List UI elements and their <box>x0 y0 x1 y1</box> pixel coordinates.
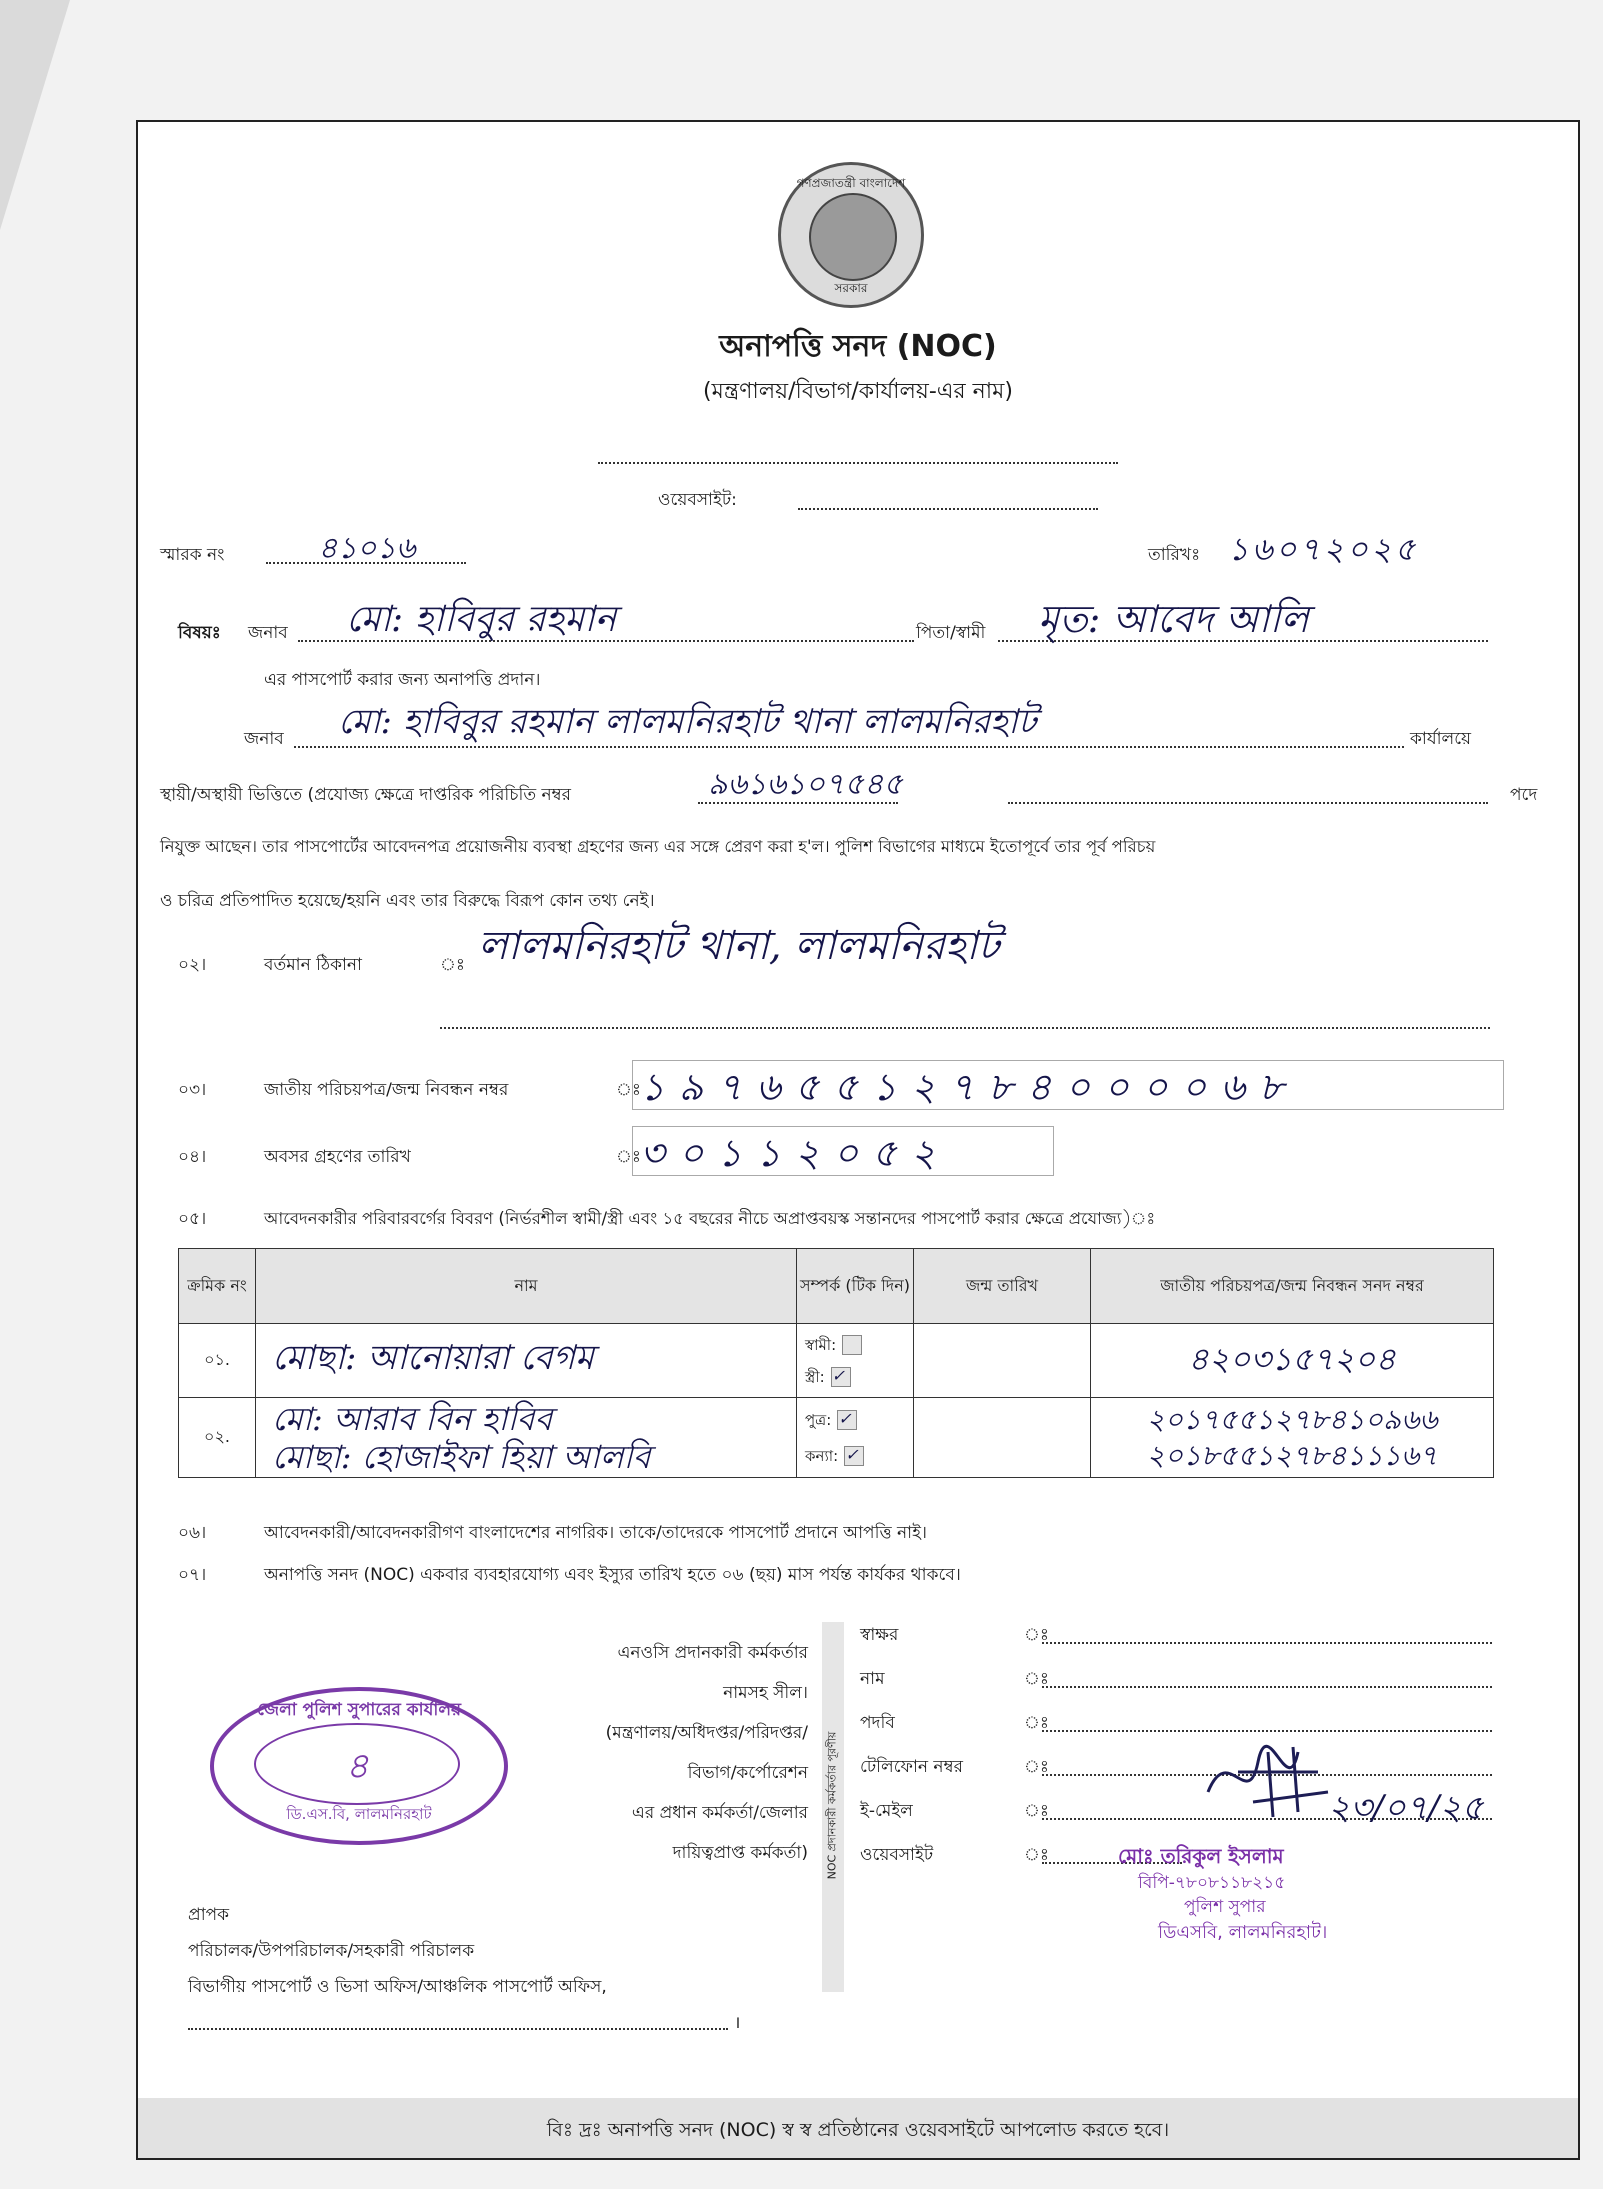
row2-nid-daughter: ২০১৮৫৫১২৭৮৪১১১৬৭ <box>1146 1438 1438 1472</box>
subject-label: বিষয়ঃ <box>178 623 221 643</box>
header-name: নাম <box>256 1249 797 1324</box>
signature-blank <box>1042 1642 1492 1644</box>
field-colon: ঃ <box>1024 1669 1049 1689</box>
field-website-label: ওয়েবসাইট <box>860 1845 934 1865</box>
item-02-label: বর্তমান ঠিকানা <box>264 955 362 975</box>
signatory-desc-6: দায়িত্বপ্রাপ্ত কর্মকর্তা) <box>672 1843 808 1863</box>
item-07-text: অনাপত্তি সনদ (NOC) একবার ব্যবহারযোগ্য এবং ইস্যুর তারিখ হতে ০৬ (ছয়) মাস পর্যন্ত কার্যকর থাকবে। <box>264 1565 961 1585</box>
paper-corner <box>0 0 70 230</box>
recipient-line-1: পরিচালক/উপপরিচালক/সহকারী পরিচালক <box>188 1941 475 1961</box>
post-blank <box>1008 802 1488 804</box>
row2-name-daughter: মোছা: হোজাইফা হিয়া আলবি <box>272 1437 651 1476</box>
daughter-checkbox[interactable]: ✓ <box>844 1446 864 1466</box>
ministry-name-blank <box>598 462 1118 464</box>
seal-bottom-text: সরকার <box>834 281 868 295</box>
noc-form-page <box>136 120 1580 2160</box>
husband-checkbox[interactable] <box>842 1335 862 1355</box>
memo-label: স্মারক নং <box>160 545 225 565</box>
row1-serial: ০১. <box>179 1324 256 1398</box>
item-03-number: ০৩। <box>178 1080 207 1100</box>
table-row <box>179 1398 1494 1478</box>
office-stamp-icon <box>210 1687 508 1845</box>
footer-note: বিঃ দ্রঃ অনাপত্তি সনদ (NOC) স্ব স্ব প্রতিষ্ঠানের ওয়েবসাইটে আপলোড করতে হবে। <box>546 2119 1170 2141</box>
paragraph-line-2: ও চরিত্র প্রতিপাদিত হয়েছে/হয়নি এবং তার বিরুদ্ধে বিরূপ কোন তথ্য নেই। <box>160 891 655 911</box>
father-label: পিতা/স্বামী <box>916 623 986 643</box>
officer-id: বিপি-৭৮০৮১১৮২১৫ <box>1138 1873 1286 1893</box>
office-label: কার্যালয়ে <box>1410 729 1472 749</box>
item-02-number: ০২। <box>178 955 207 975</box>
memo-value: ৪১০১৬ <box>318 531 416 566</box>
page-title: অনাপত্তি সনদ (NOC) <box>719 329 997 364</box>
field-name-label: নাম <box>860 1669 885 1689</box>
website-blank <box>798 508 1098 510</box>
header-serial: ক্রমিক নং <box>179 1249 256 1324</box>
stamp-top-text: জেলা পুলিশ সুপারের কার্যালয় <box>256 1700 462 1720</box>
footer-note-bar <box>138 2098 1578 2158</box>
vertical-label: NOC প্রদানকারী কর্মকর্তার পূরণীয় <box>825 1731 839 1880</box>
nid-value: ১৯৭৬৫৫১২৭৮৪০০০০৬৮ <box>640 1065 1298 1109</box>
item-03-colon: ঃ <box>616 1080 641 1100</box>
officer-post: পুলিশ সুপার <box>1184 1897 1266 1917</box>
recipient-label: প্রাপক <box>188 1905 230 1925</box>
row2-rel-son-label: পুত্র: <box>805 1410 832 1429</box>
stamp-mid-text: ৪ <box>345 1746 369 1787</box>
officer-name: মোঃ তরিকুল ইসলাম <box>1118 1844 1284 1868</box>
table-row <box>179 1324 1494 1398</box>
item-06-text: আবেদনকারী/আবেদনকারীগণ বাংলাদেশের নাগরিক। তাকে/তাদেরকে পাসপোর্ট প্রদানে আপত্তি নাই। <box>264 1523 928 1543</box>
item-06-number: ০৬। <box>178 1523 207 1543</box>
item-04-number: ০৪। <box>178 1147 207 1167</box>
row1-rel-wife-label: স্ত্রী: <box>805 1367 825 1386</box>
row1-dob <box>914 1324 1091 1398</box>
page-subtitle: (মন্ত্রণালয়/বিভাগ/কার্যালয়-এর নাম) <box>703 379 1013 404</box>
present-address-value: লালমনিরহাট থানা, লালমনিরহাট <box>478 923 1000 969</box>
signature-scribble <box>1198 1732 1338 1822</box>
seal-top-text: গণপ্রজাতন্ত্রী বাংলাদেশ <box>796 176 906 190</box>
family-table <box>178 1248 1494 1478</box>
row1-rel-husband-label: স্বামী: <box>805 1335 837 1354</box>
name-office-value: মো: হাবিবুর রহমান লালমনিরহাট থানা লালমনিরহাট <box>338 702 1037 742</box>
website-label: ওয়েবসাইট: <box>658 490 737 510</box>
vertical-label-strip <box>822 1622 844 1992</box>
officer-office: ডিএসবি, লালমনিরহাট। <box>1158 1922 1328 1943</box>
signatory-desc-2: নামসহ সীল। <box>723 1683 808 1703</box>
signatory-desc-1: এনওসি প্রদানকারী কর্মকর্তার <box>617 1643 808 1663</box>
item-04-label: অবসর গ্রহণের তারিখ <box>264 1147 411 1167</box>
government-seal-icon <box>778 162 924 308</box>
item-03-label: জাতীয় পরিচয়পত্র/জন্ম নিবন্ধন নম্বর <box>264 1080 509 1100</box>
name-blank <box>1042 1686 1492 1688</box>
signatory-desc-3: (মন্ত্রণালয়/অধিদপ্তর/পরিদপ্তর/ <box>605 1723 808 1743</box>
item-02-colon: ঃ <box>440 955 465 975</box>
paragraph-line-1: নিযুক্ত আছেন। তার পাসপোর্টের আবেদনপত্র প্রয়োজনীয় ব্যবস্থা গ্রহণের জন্য এর সঙ্গে প্রেরণ করা হ'ল। পুলিশ বিভাগের মাধ্যমে ইতোপূর্বে তার পূর্ব পরিচয় <box>160 837 1156 856</box>
wife-checkbox[interactable]: ✓ <box>831 1367 851 1387</box>
signatory-desc-5: এর প্রধান কর্মকর্তা/জেলার <box>631 1803 808 1823</box>
field-phone-label: টেলিফোন নম্বর <box>860 1757 963 1777</box>
passport-purpose-line: এর পাসপোর্ট করার জন্য অনাপত্তি প্রদান। <box>264 670 541 690</box>
sign-date: ২৩/০৭/২৫ <box>1328 1788 1484 1828</box>
item-04-colon: ঃ <box>616 1147 641 1167</box>
field-colon: ঃ <box>1024 1845 1049 1865</box>
recipient-blank <box>188 2028 728 2030</box>
body-janab: জনাব <box>244 729 284 749</box>
field-signature-label: স্বাক্ষর <box>860 1625 899 1645</box>
field-colon: ঃ <box>1024 1713 1049 1733</box>
date-value: ১৬০৭২০২৫ <box>1228 530 1419 568</box>
subject-janab: জনাব <box>248 623 288 643</box>
field-colon: ঃ <box>1024 1757 1049 1777</box>
item-05-label: আবেদনকারীর পরিবারবর্গের বিবরণ (নির্ভরশীল স্বামী/স্ত্রী এবং ১৫ বছরের নীচে অপ্রাপ্তবয়স্ক সন্তানদের পাসপোর্ট করার ক্ষেত্রে প্রযোজ্য)ঃ <box>264 1209 1156 1228</box>
field-email-label: ই-মেইল <box>860 1801 913 1821</box>
field-colon: ঃ <box>1024 1801 1049 1821</box>
applicant-name-value: মো: হাবিবুর রহমান <box>346 599 617 640</box>
row1-nid: ৪২০৩১৫৭২০৪ <box>1188 1339 1396 1378</box>
recipient-line-2: বিভাগীয় পাসপোর্ট ও ভিসা অফিস/আঞ্চলিক পাসপোর্ট অফিস, <box>188 1977 607 1997</box>
row1-name: মোছা: আনোয়ারা বেগম <box>272 1338 594 1378</box>
row2-serial: ০২. <box>179 1398 256 1478</box>
bangladesh-map-icon <box>809 193 897 281</box>
header-nid: জাতীয় পরিচয়পত্র/জন্ম নিবন্ধন সনদ নম্বর <box>1091 1249 1494 1324</box>
signatory-desc-4: বিভাগ/কর্পোরেশন <box>687 1763 808 1783</box>
table-header-row <box>179 1249 1494 1324</box>
id-value: ৯৬১৬১০৭৫৪৫ <box>708 767 903 802</box>
father-value: মৃত: আবেদ আলি <box>1038 597 1309 641</box>
item-07-number: ০৭। <box>178 1565 207 1585</box>
field-colon: ঃ <box>1024 1625 1049 1645</box>
row2-rel-daughter-label: কন্যা: <box>805 1446 839 1465</box>
id-line-label: স্থায়ী/অস্থায়ী ভিত্তিতে (প্রযোজ্য ক্ষেত্রে দাপ্তরিক পরিচিতি নম্বর <box>160 785 572 805</box>
stamp-bottom-text: ডি.এস.বি, লালমনিরহাট <box>286 1805 432 1823</box>
field-post-label: পদবি <box>860 1713 895 1733</box>
item-05-number: ০৫। <box>178 1209 207 1229</box>
recipient-end: । <box>734 2013 741 2033</box>
row2-dob <box>914 1398 1091 1478</box>
header-dob: জন্ম তারিখ <box>914 1249 1091 1324</box>
row2-name-son: মো: আরাব বিন হাবিব <box>272 1399 553 1438</box>
address-second-blank <box>440 1027 1490 1029</box>
header-relation: সম্পর্ক (টিক দিন) <box>797 1249 914 1324</box>
date-label: তারিখঃ <box>1148 545 1201 565</box>
son-checkbox[interactable]: ✓ <box>837 1410 857 1430</box>
retirement-date-value: ৩০১১২০৫২ <box>640 1131 950 1175</box>
row2-nid-son: ২০১৭৫৫১২৭৮৪১০৯৬৬ <box>1146 1402 1438 1436</box>
post-label: পদে <box>1510 785 1538 805</box>
